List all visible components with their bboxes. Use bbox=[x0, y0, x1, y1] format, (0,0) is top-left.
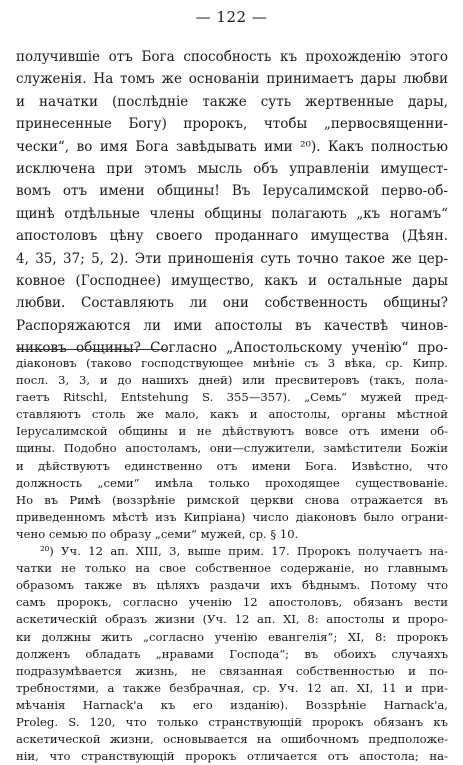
footnote-line: образомъ также въ цѣляхъ раздачи ихъ бѣднымъ. Потому что bbox=[16, 578, 448, 593]
footnote-line: діаконовъ (таково господствующее мнѣніе съ 3 вѣка, ср. Кипр. bbox=[16, 356, 448, 370]
footnote-line: требностями, а также безбрачная, ср. Уч. 12 ап. XI, 11 и при- bbox=[16, 680, 448, 695]
text-line: исключена при этомъ мысль объ управленіи имущест- bbox=[16, 160, 448, 177]
text-line: и начатки (послѣдніе также суть жертвенные дары, bbox=[16, 93, 448, 110]
text-line: никовъ общины? Согласно „Апостольскому ученію“ про- bbox=[16, 340, 448, 357]
text-line: получившіе отъ Бога способность къ прохожденію этого bbox=[16, 49, 448, 65]
text-line: чески“, во имя Бога завѣдывать ими ²⁰). Какъ полностью bbox=[16, 138, 448, 155]
footnote-line: самъ пророкъ, согласно ученію 12 апостоловъ, обязанъ вести bbox=[16, 595, 448, 610]
footnote-line: ки должны жить „согласно ученію евангелія“; XI, 8: пророкъ bbox=[16, 629, 448, 644]
footnote-line: должность „семи“ имѣла только проходящее существованіе. bbox=[16, 475, 448, 490]
footnote-line: долженъ обладать „нравами Господа“; въ обоихъ случаяхъ bbox=[16, 646, 448, 661]
text-line: 4, 35, 37; 5, 2). Эти приношенія суть точно такое же цер- bbox=[16, 250, 448, 267]
text-line: щинѣ отдѣльные члены общины полагають „къ ногамъ“ bbox=[16, 205, 448, 222]
text-line: ковное (Господнее) имущество, какъ и остальные дары bbox=[16, 272, 448, 289]
footnotes bbox=[16, 355, 448, 765]
footnote-line: щины. Подобно апостоламъ, они—служители, замѣстители Божіи bbox=[16, 441, 448, 456]
footnote-line: чатки не только на свое собственное содержаніе, но главнымъ bbox=[16, 561, 448, 576]
footnote-line: ніи, что странствующій пророкъ отличается отъ апостола; на- bbox=[16, 749, 448, 764]
page-number: — 122 — bbox=[195, 8, 268, 26]
footnote-line: аскетическій образъ жизни (Уч. 12 ап. XI, 8: апостолы и проро- bbox=[16, 612, 448, 627]
footnote-line: мѣчанія Harnack'а къ его изданію). Воззрѣніе Harnack'a, bbox=[16, 697, 448, 712]
text-line: апостоловъ цѣну своего проданнаго имущества (Дѣян. bbox=[16, 228, 448, 245]
footnote-line: ²⁰) Уч. 12 ап. XIII, 3, выше прим. 17. Пророкъ получаетъ на- bbox=[40, 544, 448, 559]
footnote-line: посл. 3, 3, и до нашихъ дней) или пресвитеровъ (такъ, пола- bbox=[16, 373, 448, 388]
footnote-line: аскетической жизни, основывается на ошибочномъ предположе- bbox=[16, 732, 448, 747]
text-line: служенія. На томъ же основаніи принимаетъ дары любви bbox=[16, 71, 448, 88]
footnote-line: подразумѣвается жизнь, не связанная собственностью и по- bbox=[16, 663, 448, 678]
footnote-line: ставляютъ столь же мало, какъ и апостолы, органы мѣстной bbox=[16, 407, 448, 422]
main-text bbox=[16, 46, 448, 359]
footnote-divider bbox=[16, 349, 166, 350]
text-line: Распоряжаются ли ими апостолы въ качествѣ чинов- bbox=[16, 317, 448, 334]
footnote-line: Іерусалимской общины и не дѣйствуютъ вовсе отъ имени об- bbox=[16, 424, 448, 439]
footnote-line: Proleg. S. 120, что только странствующій пророкъ обязанъ къ bbox=[16, 714, 448, 729]
text-line: принесенные Богу) пророкъ, чтобы „первосвященни- bbox=[16, 116, 448, 133]
footnote-line: Но въ Римѣ (воззрѣніе римской церкви снова отражается въ bbox=[16, 492, 448, 507]
footnote-line: гаетъ Ritschl, Entstehung S. 355—357). „Семь“ мужей пред- bbox=[16, 390, 448, 405]
text-line: вомъ отъ имени общины! Въ Іерусалимской перво-об- bbox=[16, 183, 448, 200]
footnote-line: приведенномъ мѣстѣ изъ Кипріана) число діаконовъ было ограни- bbox=[16, 509, 448, 524]
text-line: любви. Составляють ли они собственность общины? bbox=[16, 295, 448, 312]
footnote-line: чено семью по образу „семи“ мужей, ср. § 10. bbox=[16, 526, 299, 541]
footnote-line: и дѣйствуютъ единственно отъ имени Бога. Извѣстно, что bbox=[16, 458, 448, 473]
